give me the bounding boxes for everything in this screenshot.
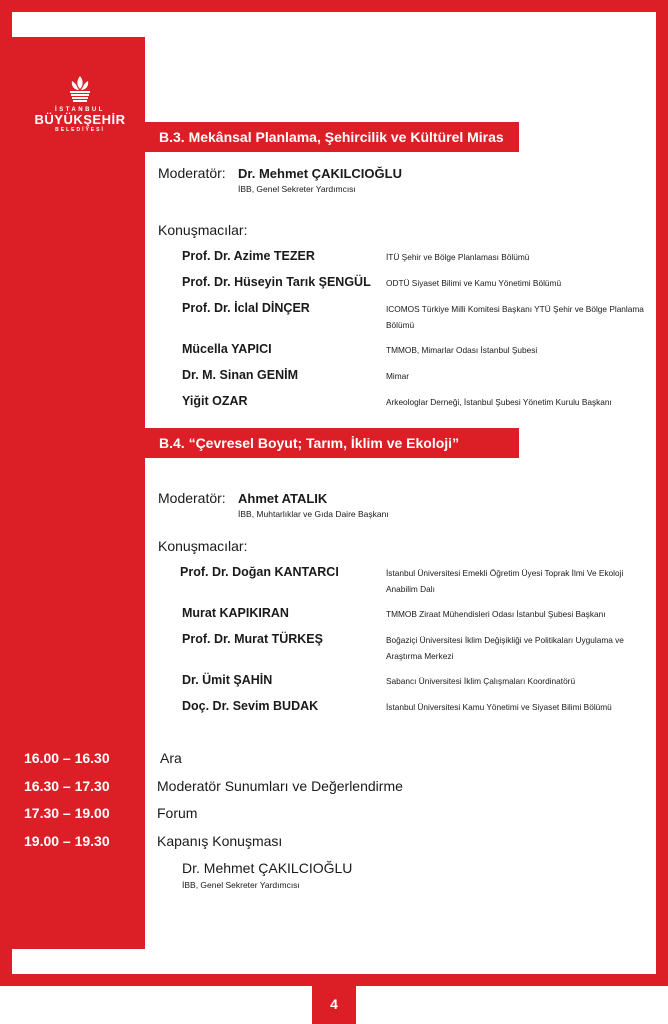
- schedule-time: 16.30 – 17.30: [24, 778, 110, 794]
- speaker-affiliation: Sabancı Üniversitesi İklim Çalışmaları Koordinatörü: [386, 676, 576, 686]
- schedule-time: 17.30 – 19.00: [24, 805, 110, 821]
- speaker-affiliation: Arkeologlar Derneği, İstanbul Şubesi Yönetim Kurulu Başkanı: [386, 397, 612, 407]
- speaker-affiliation: İTÜ Şehir ve Bölge Planlaması Bölümü: [386, 252, 530, 262]
- speaker-name: Mücella YAPICI: [182, 342, 272, 356]
- moderator-label: Moderatör:: [158, 165, 226, 181]
- speaker-affiliation: TMMOB, Mimarlar Odası İstanbul Şubesi: [386, 345, 538, 355]
- speaker-name: Yiğit OZAR: [182, 394, 248, 408]
- schedule-time: 16.00 – 16.30: [24, 750, 110, 766]
- speaker-affiliation: İstanbul Üniversitesi Emekli Öğretim Üyesi Toprak İlmi Ve Ekoloji Anabilim Dalı: [386, 568, 624, 594]
- moderator-role: İBB, Genel Sekreter Yardımcısı: [238, 184, 356, 194]
- section-title-b4: B.4. “Çevresel Boyut; Tarım, İklim ve Ekoloji”: [145, 428, 519, 458]
- speaker-name: Prof. Dr. Doğan KANTARCI: [180, 565, 339, 579]
- speaker-affiliation: ICOMOS Türkiye Milli Komitesi Başkanı YTÜ Şehir ve Bölge Planlama Bölümü: [386, 304, 644, 330]
- speakers-label: Konuşmacılar:: [158, 538, 248, 554]
- page-number: 4: [312, 984, 356, 1024]
- logo-line-1: İSTANBUL: [55, 107, 105, 113]
- speaker-name: Doç. Dr. Sevim BUDAK: [182, 699, 319, 713]
- logo-line-3: BELEDİYESİ: [55, 127, 105, 133]
- speaker-affiliation: TMMOB Ziraat Mühendisleri Odası İstanbul Şubesi Başkanı: [386, 609, 606, 619]
- ibb-logo: [30, 75, 130, 133]
- speaker-name: Dr. Ümit ŞAHİN: [182, 673, 273, 687]
- schedule-event: Moderatör Sunumları ve Değerlendirme: [157, 778, 403, 794]
- moderator-name: Ahmet ATALIK: [238, 491, 328, 506]
- moderator-role: İBB, Muhtarlıklar ve Gıda Daire Başkanı: [238, 509, 389, 519]
- speaker-affiliation: Boğaziçi Üniversitesi İklim Değişikliği ve Politikaları Uygulama ve Araştırma Merkezi: [386, 635, 624, 661]
- speaker-name: Prof. Dr. Hüseyin Tarık ŞENGÜL: [182, 275, 371, 289]
- closing-speaker-role: İBB, Genel Sekreter Yardımcısı: [182, 880, 300, 890]
- schedule-time: 19.00 – 19.30: [24, 833, 110, 849]
- speaker-name: Prof. Dr. Azime TEZER: [182, 249, 315, 263]
- speaker-affiliation: Mimar: [386, 371, 410, 381]
- speaker-name: Prof. Dr. Murat TÜRKEŞ: [182, 632, 323, 646]
- speaker-name: Dr. M. Sinan GENİM: [182, 368, 298, 382]
- section-title-b3: B.3. Mekânsal Planlama, Şehircilik ve Kültürel Miras: [145, 122, 519, 152]
- speaker-name: Prof. Dr. İclal DİNÇER: [182, 301, 310, 315]
- tulip-emblem-icon: [65, 75, 95, 105]
- logo-line-2: BÜYÜKŞEHİR: [34, 112, 126, 127]
- schedule-event: Ara: [160, 750, 182, 766]
- speaker-affiliation: ODTÜ Siyaset Bilimi ve Kamu Yönetimi Bölümü: [386, 278, 562, 288]
- closing-speaker-name: Dr. Mehmet ÇAKILCIOĞLU: [182, 860, 353, 876]
- moderator-label: Moderatör:: [158, 490, 226, 506]
- schedule-event: Kapanış Konuşması: [157, 833, 283, 849]
- speaker-name: Murat KAPIKIRAN: [182, 606, 289, 620]
- speakers-label: Konuşmacılar:: [158, 222, 248, 238]
- schedule-event: Forum: [157, 805, 198, 821]
- moderator-name: Dr. Mehmet ÇAKILCIOĞLU: [238, 166, 402, 181]
- speaker-affiliation: İstanbul Üniversitesi Kamu Yönetimi ve Siyaset Bilimi Bölümü: [386, 702, 612, 712]
